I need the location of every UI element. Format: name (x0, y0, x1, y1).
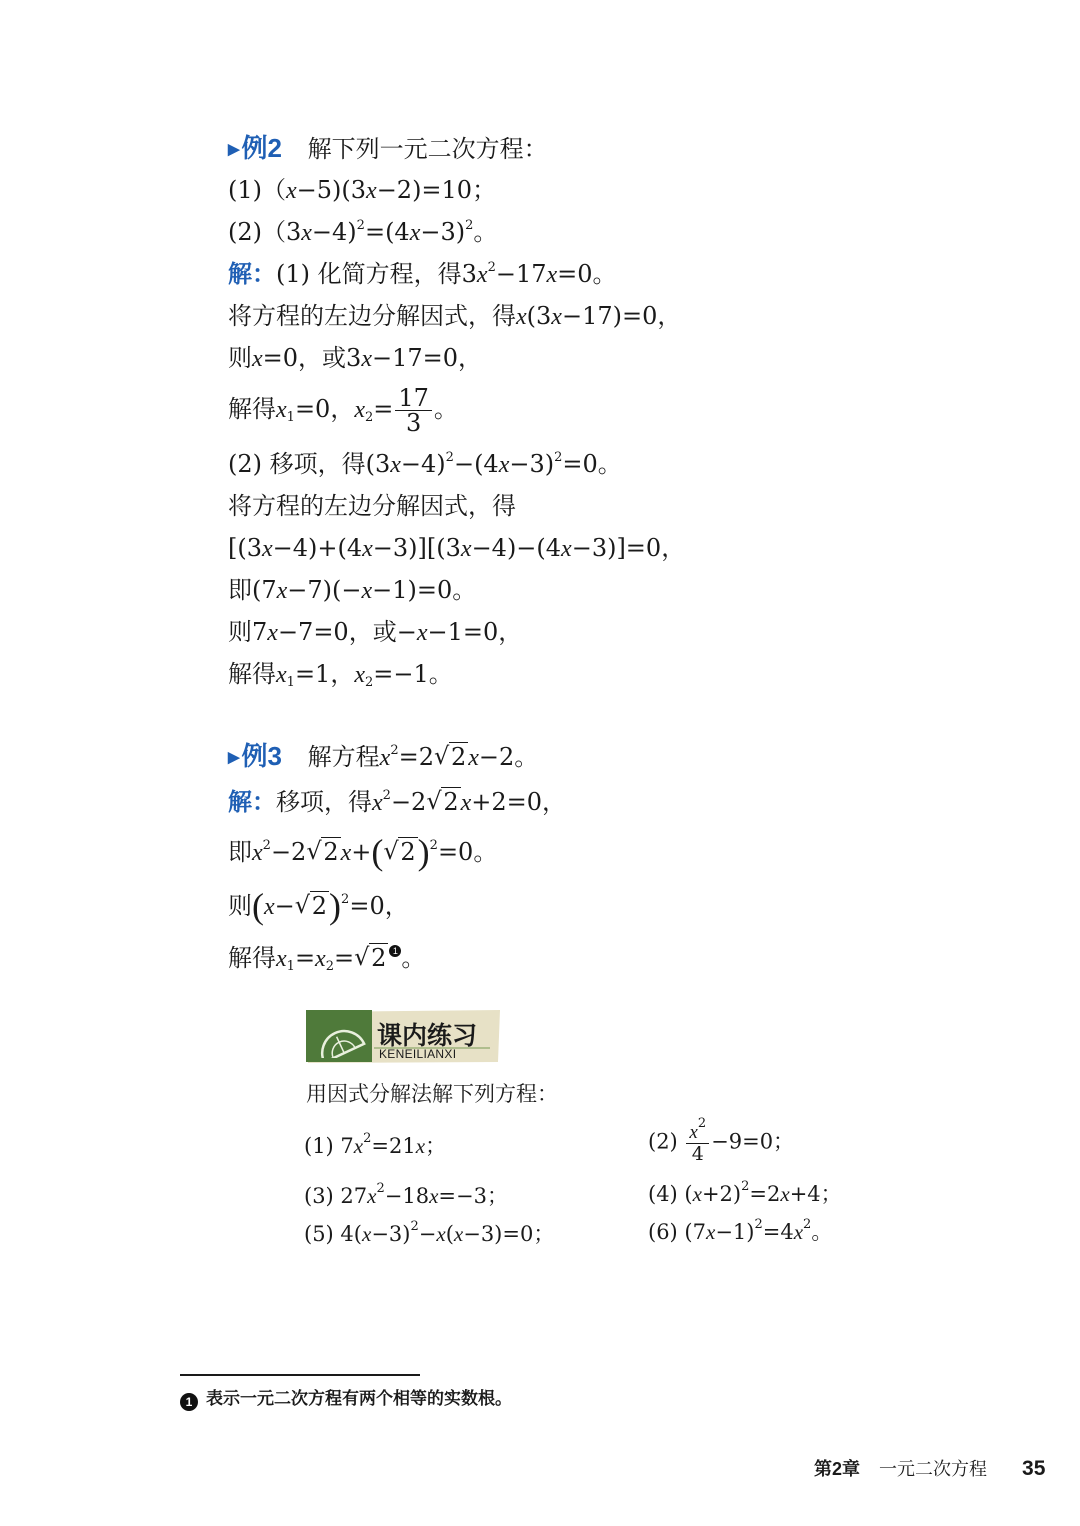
example-2-label: ▶例2 (228, 133, 283, 163)
footnote-number: 1 (180, 1393, 198, 1411)
chapter-label: 第2章 (814, 1459, 861, 1479)
practice-item-4: (4) $(x+2)^2=2x+4$； (648, 1179, 842, 1206)
footnote-rule (180, 1374, 420, 1376)
solution-label-3: 解： (228, 789, 276, 816)
practice-item-3: (3) $27x^2-18x=-3$； (304, 1181, 508, 1208)
protractor-icon (314, 1014, 366, 1058)
example-2-question-2: $(2)(3x-4)^2=(4x-3)^2$。 (228, 218, 498, 246)
example-2-solution-line-9: 则7x−7=0，或−x−1=0， (228, 618, 523, 646)
practice-item-5: (5) $4(x-3)^2-x(x-3)=0$； (304, 1219, 555, 1246)
example-3-solution-line-2: 即$x^2-2√$ 2x+(√ 2)$^2$=0。 (228, 836, 497, 869)
footnote (180, 1384, 512, 1411)
example-3-solution-line-1: 解：移项，得$x^2-2√$ 2x+2=0， (228, 786, 566, 819)
example-2-solution-line-3: 则x=0，或3x−17=0， (228, 344, 482, 372)
example-2-solution-line-2: 将方程的左边分解因式，得x(3x−17)=0， (228, 302, 682, 330)
example-2-solution-line-8: 即(7x−7)(−x−1)=0。 (228, 576, 477, 604)
example-2-solution-line-5: (2) 移项，得$(3x-4)^2-(4x-3)^2=0$。 (228, 450, 622, 478)
practice-subtitle: KENEILIANXI (379, 1047, 457, 1061)
example-3-label: ▶例3 (228, 741, 283, 771)
example-2-question-1: (1)（x−5)(3x−2)=10； (228, 176, 497, 204)
practice-badge (304, 1008, 504, 1064)
page-number: 35 (1022, 1457, 1046, 1480)
example-2-heading (228, 132, 548, 166)
example-2-solution-line-4: 解得$x_1=0$，$x_2=$ $\frac{17}{3}$ 。 (228, 384, 458, 437)
example-2-solution-line-7: [(3x−4)+(4x−3)][(3x−4)−(4x−3)]=0， (228, 534, 686, 562)
footnote-marker: 1 (389, 945, 401, 957)
chapter-title: 一元二次方程 (879, 1459, 988, 1479)
example-3-solution-line-4: 解得$x_1=x_2=√$ 2 1 。 (228, 942, 425, 975)
practice-item-2: (2) $\frac{x^2}{4}$ −9=0； (648, 1116, 795, 1165)
practice-instruction: 用因式分解法解下列方程： (306, 1082, 558, 1106)
footnote-text: 表示一元二次方程有两个相等的实数根。 (206, 1389, 512, 1408)
example-2-solution-line-1: 解：(1) 化简方程，得$3x^2-17x=0$。 (228, 260, 617, 288)
practice-item-6: (6) $(7x-1)^2=4x^2$。 (648, 1217, 833, 1244)
example-2-solution-line-6: 将方程的左边分解因式，得 (228, 492, 516, 520)
page-footer (814, 1455, 1045, 1481)
solution-label: 解： (228, 261, 276, 288)
fraction-17-over-3: $\frac{17}{3}$ (395, 386, 432, 435)
practice-item-1: (1) $7x^2=21x$； (304, 1131, 447, 1158)
example-3-prompt: 解方程$x^2=2√$ 2x−2。 (308, 743, 539, 771)
practice-title: 课内练习 (377, 1022, 478, 1050)
example-2-solution-line-10: 解得$x_1=1$，$x_2=-1$。 (228, 660, 453, 690)
example-2-prompt: 解下列一元二次方程： (307, 135, 548, 163)
example-3-solution-line-3: 则(x−√ 2)$^2$=0， (228, 890, 409, 923)
example-3-heading (228, 740, 538, 774)
